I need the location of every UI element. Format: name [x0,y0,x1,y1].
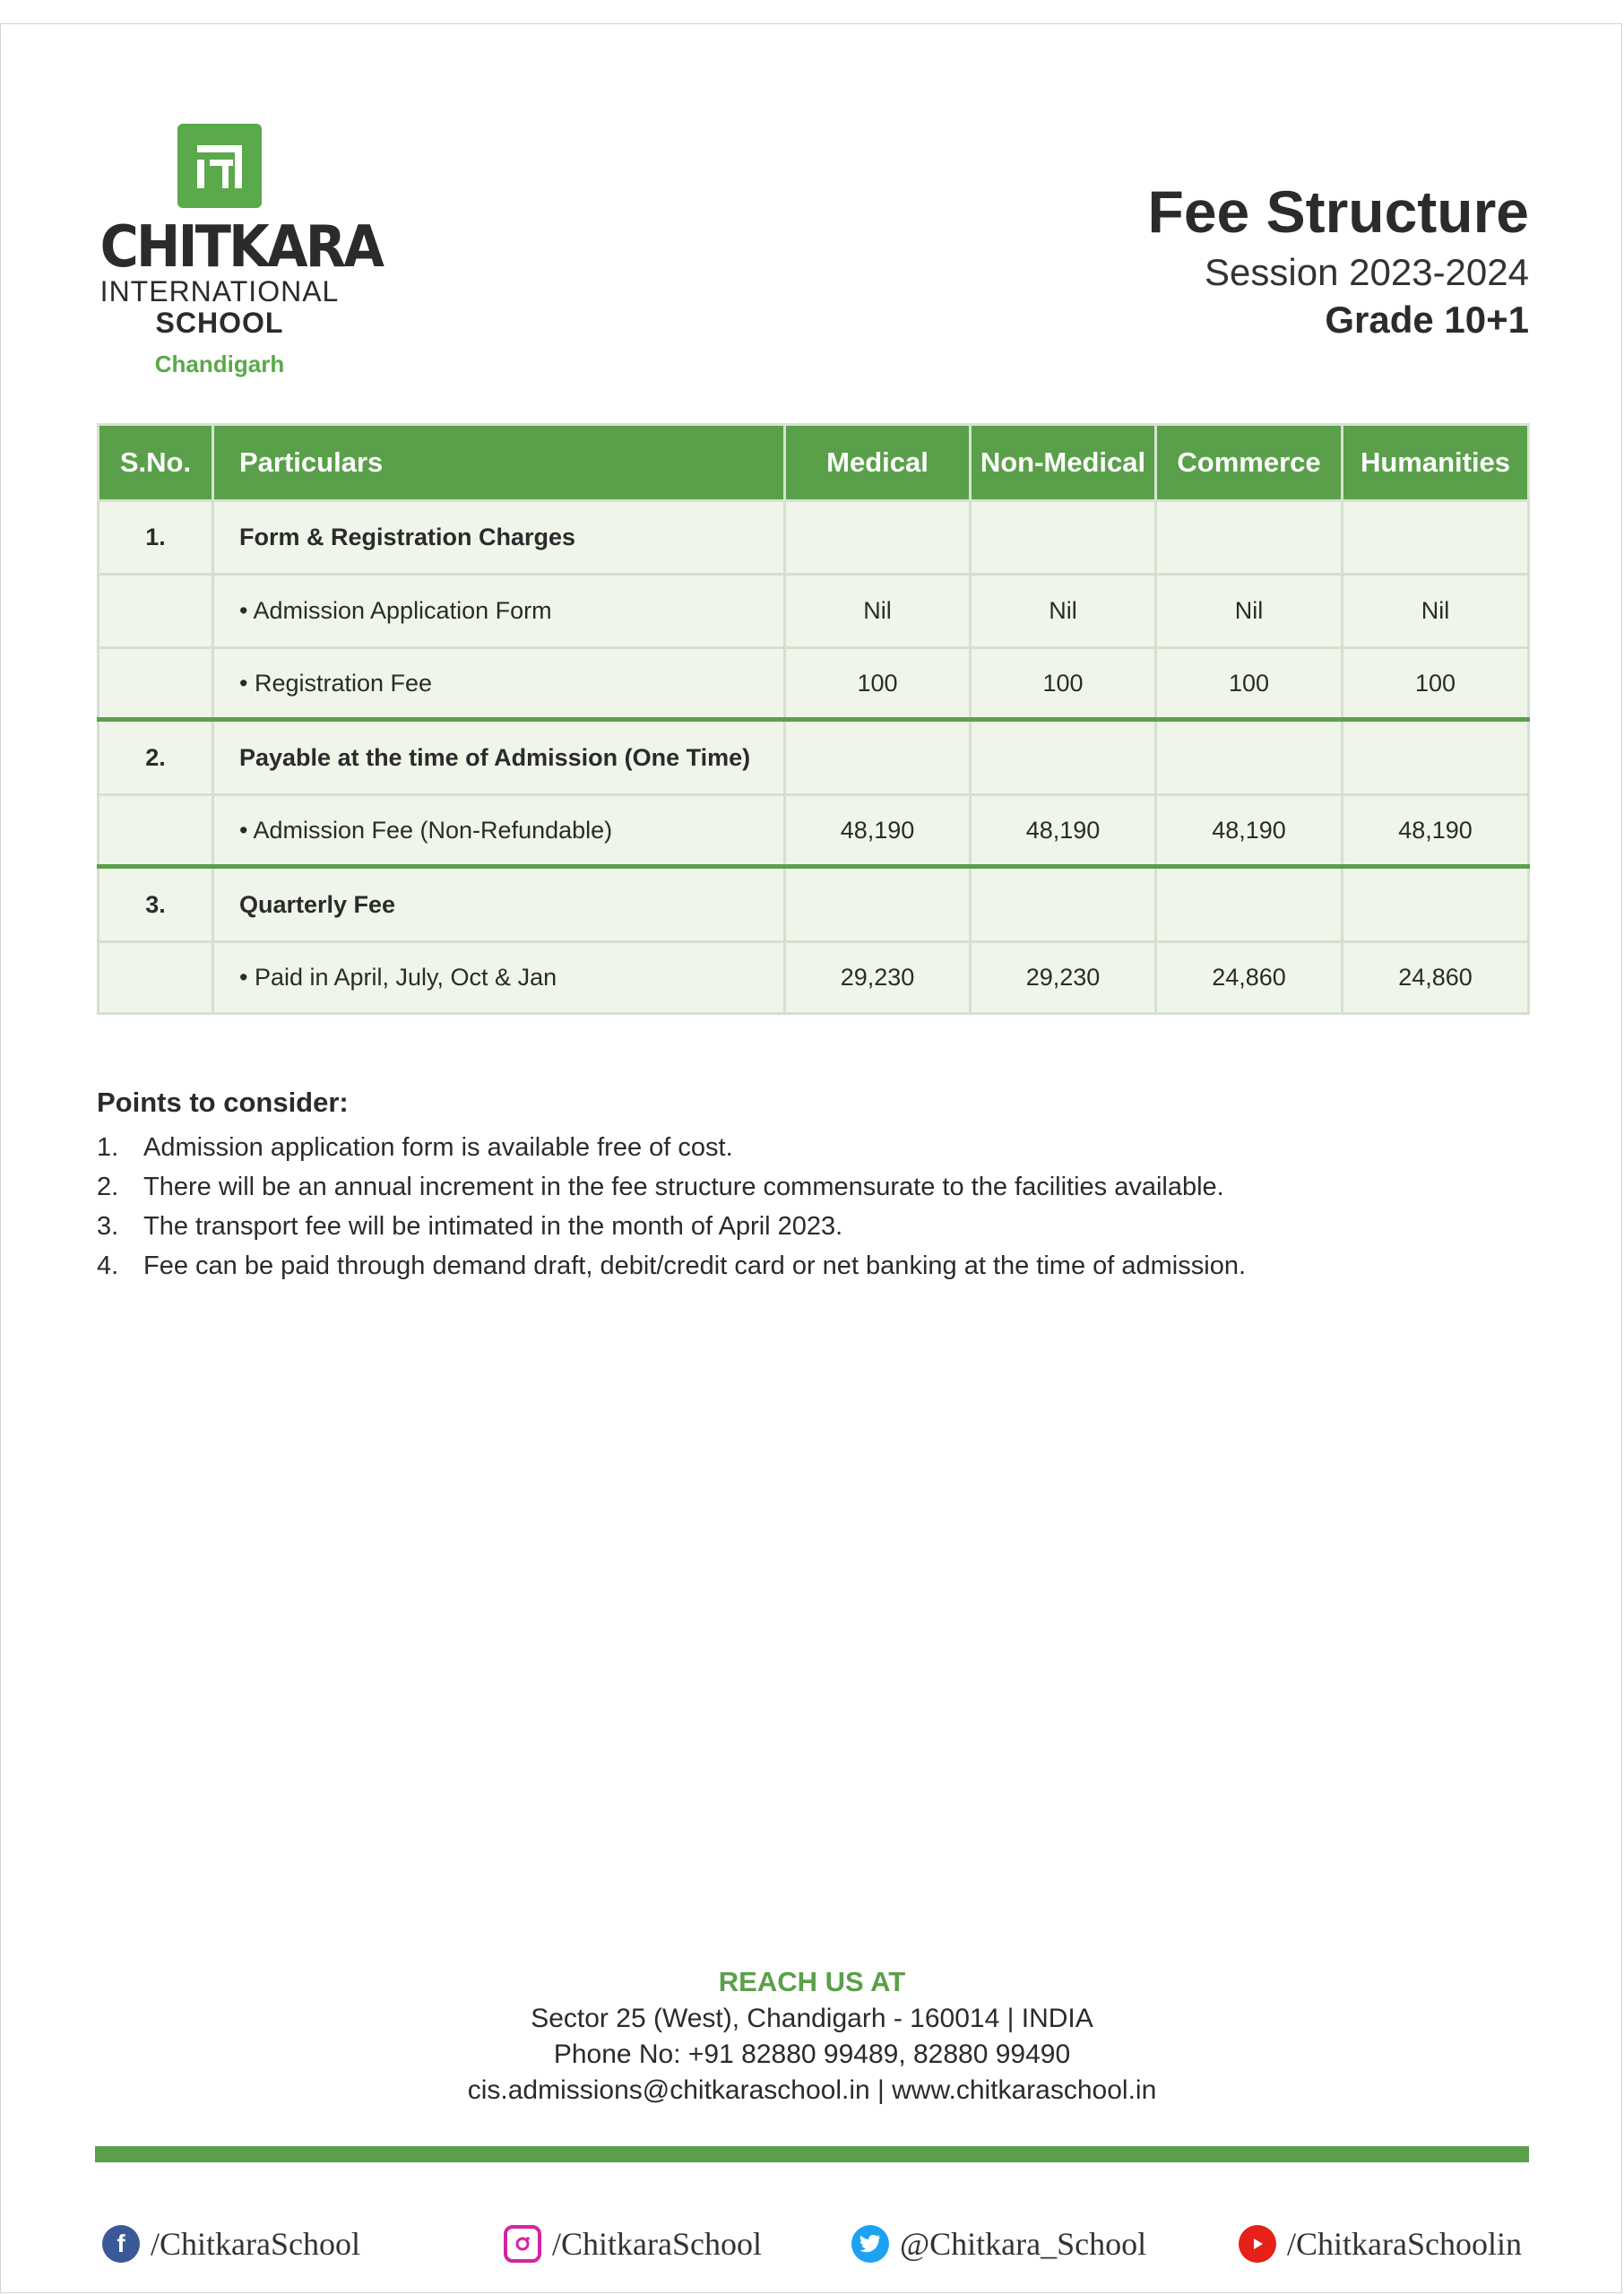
table-cell [785,867,971,942]
points-title: Points to consider: [97,1087,349,1118]
table-cell-sno [99,942,213,1014]
fee-table [97,423,1530,1015]
logo-line-international: INTERNATIONAL [99,275,340,307]
table-cell-particular: • Admission Fee (Non-Refundable) [213,795,785,867]
table-cell [1343,867,1529,942]
table-cell [785,501,971,575]
list-item [97,1167,1531,1207]
youtube-icon [1239,2225,1276,2263]
list-item-text: Admission application form is available free of cost. [143,1133,733,1162]
points-section [97,1087,1531,1286]
table-cell [1156,867,1343,942]
table-cell: 24,860 [1156,942,1343,1014]
table-cell-sno: 2. [99,720,213,795]
table-cell: 29,230 [785,942,971,1014]
list-item-number: 4. [97,1251,119,1280]
table-cell: 48,190 [1156,795,1343,867]
reach-title: REACH US AT [718,1966,906,1997]
social-handle: /ChitkaraSchoolin [1287,2226,1522,2262]
logo-brand: CHITKARA [99,214,383,281]
table-row [99,720,1529,795]
list-item-number: 3. [97,1212,119,1241]
contact-section [0,1963,1624,2109]
footer-divider [95,2146,1529,2162]
social-youtube[interactable] [1239,2225,1522,2263]
table-cell: Nil [785,575,971,648]
title-block [1148,176,1529,344]
list-item-text: The transport fee will be intimated in the month of April 2023. [143,1212,843,1241]
table-row [99,867,1529,942]
column-header: Commerce [1156,425,1343,501]
table-cell: 100 [971,648,1156,720]
table-cell: 100 [1156,648,1343,720]
column-header: Medical [785,425,971,501]
table-header-row [99,425,1529,501]
table-cell-particular: • Registration Fee [213,648,785,720]
list-item-number: 1. [97,1133,119,1162]
table-cell [785,720,971,795]
column-header: S.No. [99,425,213,501]
table-cell [1156,720,1343,795]
table-cell: Nil [1156,575,1343,648]
table-cell: 24,860 [1343,942,1529,1014]
school-logo [90,124,383,380]
table-cell-sno [99,648,213,720]
social-handle: /ChitkaraSchool [552,2226,762,2262]
social-facebook[interactable] [102,2225,360,2263]
address: Sector 25 (West), Chandigarh - 160014 | INDIA [531,2004,1093,2033]
phone: Phone No: +91 82880 99489, 82880 99490 [553,2040,1071,2069]
table-cell: 100 [785,648,971,720]
list-item [97,1207,1531,1246]
table-cell-sno: 3. [99,867,213,942]
table-cell-sno [99,795,213,867]
session-label: Session 2023-2024 [1205,251,1529,293]
list-item [97,1246,1531,1286]
social-instagram[interactable] [504,2225,762,2263]
list-item-text: Fee can be paid through demand draft, debit/credit card or net banking at the time of admission. [143,1251,1247,1280]
table-cell [1156,501,1343,575]
table-cell-particular: Payable at the time of Admission (One Time) [213,720,785,795]
logo-city: Chandigarh [154,351,285,377]
table-cell-particular: Quarterly Fee [213,867,785,942]
column-header: Humanities [1343,425,1529,501]
table-cell: Nil [971,575,1156,648]
table-cell-sno: 1. [99,501,213,575]
page-title: Fee Structure [1147,178,1529,245]
table-cell [971,720,1156,795]
social-handle: @Chitkara_School [900,2226,1147,2262]
points-list [97,1128,1531,1286]
instagram-icon [504,2225,541,2263]
table-row [99,795,1529,867]
column-header: Non-Medical [971,425,1156,501]
table-row [99,648,1529,720]
table-row [99,501,1529,575]
table-cell [971,867,1156,942]
table-cell: 100 [1343,648,1529,720]
table-cell-particular: Form & Registration Charges [213,501,785,575]
social-links [0,2225,1624,2279]
table-row [99,575,1529,648]
facebook-icon: f [102,2225,140,2263]
table-cell [971,501,1156,575]
list-item-number: 2. [97,1173,119,1201]
table-cell: Nil [1343,575,1529,648]
table-cell-particular: • Paid in April, July, Oct & Jan [213,942,785,1014]
table-cell-particular: • Admission Application Form [213,575,785,648]
table-cell [1343,501,1529,575]
column-header: Particulars [213,425,785,501]
list-item [97,1128,1531,1167]
table-cell: 48,190 [1343,795,1529,867]
social-handle: /ChitkaraSchool [151,2226,360,2262]
list-item-text: There will be an annual increment in the fee structure commensurate to the facilities available. [143,1173,1224,1201]
table-cell: 29,230 [971,942,1156,1014]
social-twitter[interactable] [851,2225,1146,2263]
table-cell: 48,190 [971,795,1156,867]
table-cell-sno [99,575,213,648]
twitter-icon [851,2225,889,2263]
table-cell: 48,190 [785,795,971,867]
table-row [99,942,1529,1014]
grade-label: Grade 10+1 [1325,299,1529,341]
logo-line-school: SCHOOL [155,307,284,339]
logo-mark-icon [177,124,262,208]
email-website[interactable]: cis.admissions@chitkaraschool.in | www.chitkaraschool.in [467,2075,1157,2105]
table-cell [1343,720,1529,795]
